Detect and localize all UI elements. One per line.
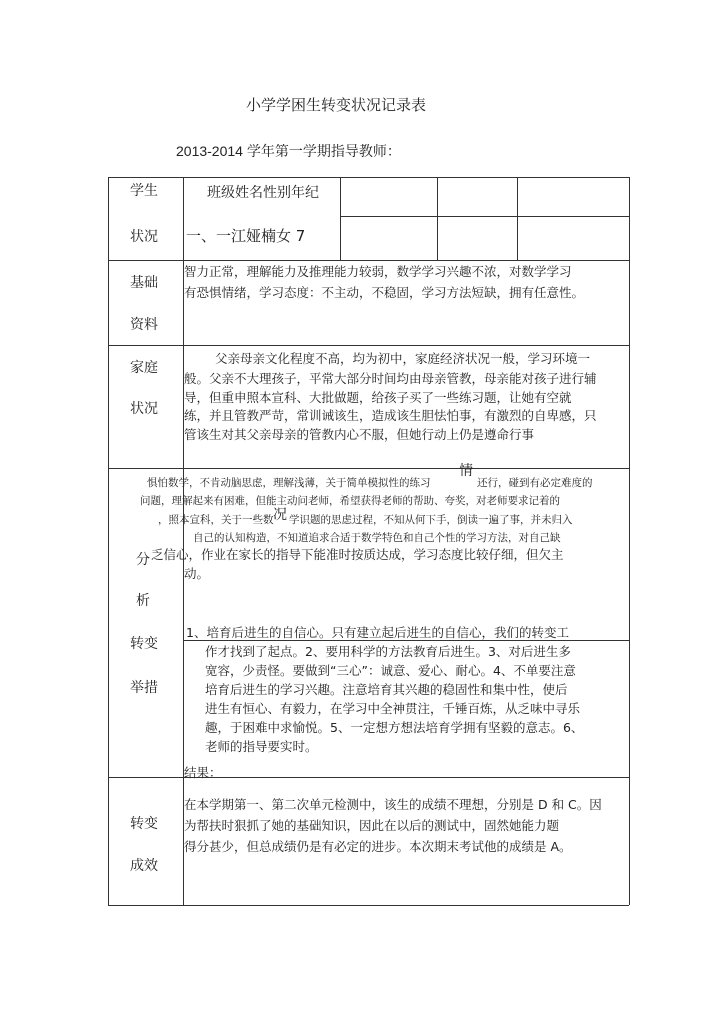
student-fields-value: 一、一江娅楠女 7 (186, 227, 306, 245)
measures-line: 趣，于困难中求愉悦。5、一定想方想法培育学拥有坚毅的意志。6、 (205, 720, 584, 735)
measures-label-1: 转变 (130, 636, 158, 652)
family-line: 般。父亲不大理孩子，平常大部分时间均由母亲管教，母亲能对孩子进行辅 (184, 371, 597, 386)
analysis-small-line: 惧怕数学，不肯动脑思虑，理解浅薄，关于简单模拟性的练习 (147, 477, 431, 489)
measures-line: 1、培育后进生的自信心。只有建立起后进生的自信心，我们的转变工 (186, 625, 569, 640)
family-line: 管该生对其父亲母亲的管教内心不服，但她行动上仍是遵命行事 (184, 427, 535, 442)
measures-line: 进生有恒心、有毅力，在学习中全神贯注，千锤百炼，从乏味中寻乐 (205, 701, 581, 716)
measures-label-2: 举措 (130, 680, 158, 696)
analysis-label-qing: 情 (459, 463, 473, 479)
analysis-small-line: 问题，理解起来有困难，但能主动问老师，希望获得老师的帮助、夸奖，对老师要求记着的 (140, 495, 560, 507)
family-label-1: 家庭 (130, 360, 158, 376)
analysis-line: 乏信心，作业在家长的指导下能准时按质达成，学习态度比较仔细，但欠主 (151, 547, 564, 562)
analysis-small-line: 还行，碰到有必定难度的 (477, 477, 593, 489)
measures-line: 培育后进生的学习兴趣。注意培育其兴趣的稳固性和集中性，使后 (205, 682, 568, 697)
results-line: 为帮扶时狠抓了她的基础知识，因此在以后的测试中，固然她能力题 (184, 818, 560, 833)
basic-info-line: 智力正常，理解能力及推理能力较弱，数学学习兴趣不浓，对数学学习 (184, 264, 572, 279)
family-line: 练，并且管教严苛，常训诫该生，造成该生胆怯怕事，有激烈的自卑感，只 (184, 408, 597, 423)
results-heading: 结果： (184, 765, 222, 780)
results-line: 得分甚少，但总成绩仍是有必定的进步。本次期末考试他的成绩是 A。 (184, 839, 572, 854)
results-label-2: 成效 (130, 858, 158, 874)
basic-info-label-2: 资料 (130, 317, 158, 333)
analysis-line: 动。 (184, 566, 210, 581)
results-label-1: 转变 (130, 816, 158, 832)
page-title: 小学学困生转变状况记录表 (246, 96, 427, 114)
measures-line: 作才找到了起点。2、要用科学的方法教育后进生。3、对后进生多 (205, 644, 571, 659)
results-line: 在本学期第一、第二次单元检测中，该生的成绩不理想，分别是 D 和 C。因 (184, 797, 602, 812)
analysis-small-line: 学识题的思虑过程，不知从何下手，倒读一遍了事，并未归入 (289, 514, 573, 526)
analysis-label-xi: 析 (136, 593, 150, 609)
analysis-small-line: ，照本宣科，关于一些数 (158, 514, 274, 526)
analysis-label-fen: 分 (136, 552, 150, 568)
basic-info-label-1: 基础 (130, 275, 158, 291)
family-line: 导，但重申照本宣科、大批做题，给孩子买了一些练习题，让她有空就 (184, 390, 572, 405)
student-status-label-2: 状况 (130, 229, 158, 245)
family-line: 父亲母亲文化程度不高，均为初中，家庭经济状况一般，学习环境一 (215, 351, 591, 366)
analysis-small-line: 自己的认知构造，不知道追求合适于数学特色和自己个性的学习方法，对自己缺 (193, 532, 561, 544)
measures-line: 宽容，少责怪。要做到“三心”：诚意、爱心、耐心。4、不单要注意 (205, 663, 576, 678)
basic-info-line: 有恐惧情绪，学习态度：不主动，不稳固，学习方法短缺，拥有任意性。 (184, 285, 585, 300)
student-status-label-1: 学生 (130, 183, 158, 199)
family-label-2: 状况 (130, 401, 158, 417)
term-header: 2013-2014 学年第一学期指导教师： (176, 143, 401, 159)
student-fields-header: 班级姓名性别年纪 (207, 185, 319, 201)
measures-line: 老师的指导要实时。 (205, 739, 318, 754)
analysis-label-kuang: 况 (273, 507, 287, 523)
